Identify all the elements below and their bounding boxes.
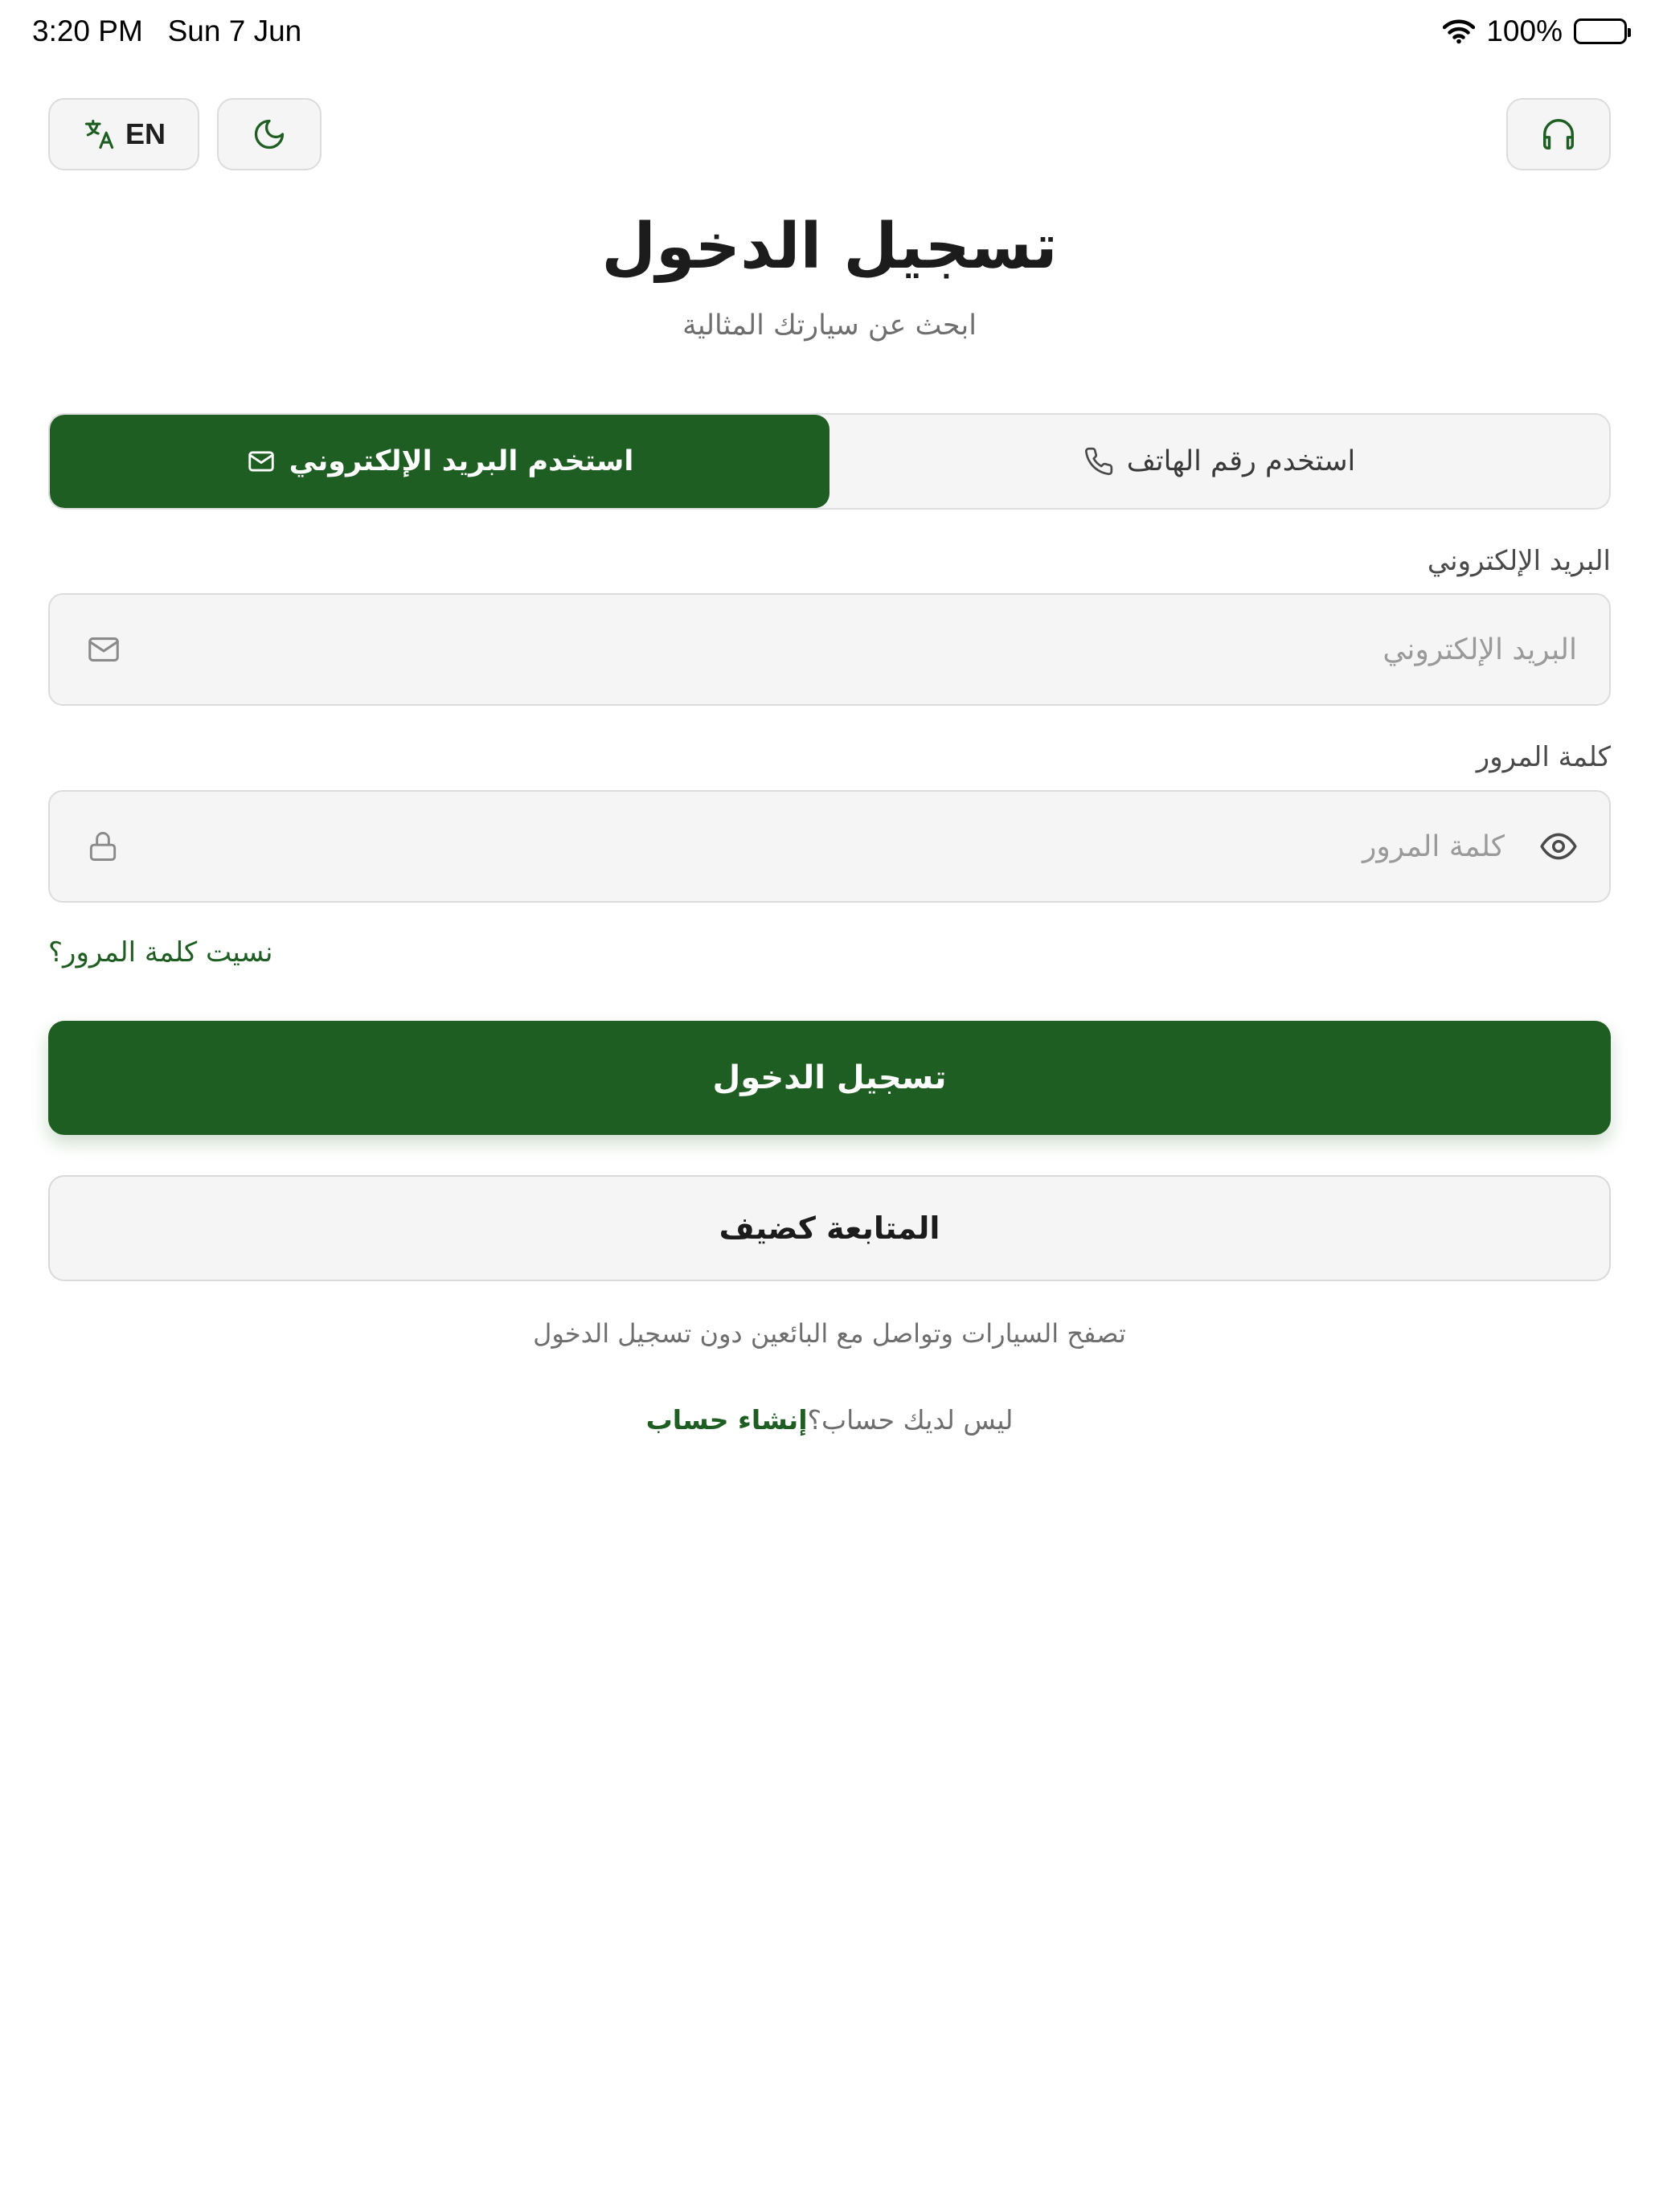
translate-icon	[82, 117, 117, 152]
mail-icon	[246, 446, 276, 477]
lock-icon	[85, 829, 121, 864]
login-button[interactable]: تسجيل الدخول	[48, 1021, 1611, 1135]
mail-icon	[85, 631, 122, 668]
tab-email-label: استخدم البريد الإلكتروني	[289, 445, 634, 477]
page-subtitle: ابحث عن سيارتك المثالية	[682, 309, 977, 342]
signup-prompt: ليس لديك حساب؟	[807, 1404, 1014, 1436]
tab-phone[interactable]	[830, 415, 1609, 508]
continue-as-guest-button[interactable]: المتابعة كضيف	[48, 1175, 1611, 1281]
moon-icon	[252, 117, 287, 152]
status-time: 3:20 PM Sun 7 Jun	[32, 14, 302, 47]
battery-icon	[1574, 18, 1627, 44]
theme-toggle-button[interactable]	[217, 98, 322, 170]
language-label: EN	[125, 117, 166, 150]
language-toggle-button[interactable]	[48, 98, 199, 170]
password-input[interactable]	[186, 792, 1505, 901]
login-method-tabs	[48, 413, 1611, 510]
wifi-icon	[1443, 18, 1475, 44]
phone-icon	[1083, 446, 1114, 477]
password-field	[48, 790, 1611, 903]
support-button[interactable]	[1506, 98, 1611, 170]
tab-email[interactable]	[50, 415, 830, 508]
headphones-icon	[1540, 116, 1577, 153]
password-field-label: كلمة المرور	[1476, 741, 1611, 773]
status-bar	[0, 0, 1659, 64]
forgot-password-link[interactable]: نسيت كلمة المرور؟	[48, 936, 273, 969]
guest-note: تصفح السيارات وتواصل مع البائعين دون تسجيل الدخول	[533, 1318, 1126, 1349]
status-indicators	[1443, 14, 1627, 48]
page-title: تسجيل الدخول	[601, 211, 1058, 283]
eye-icon[interactable]	[1538, 826, 1579, 866]
create-account-link[interactable]: إنشاء حساب	[645, 1404, 808, 1436]
tab-phone-label: استخدم رقم الهاتف	[1126, 445, 1356, 477]
email-field	[48, 593, 1611, 706]
battery-percentage: 100%	[1486, 14, 1563, 47]
email-field-label: البريد الإلكتروني	[1427, 545, 1611, 577]
email-input[interactable]	[195, 595, 1577, 704]
signup-prompt-line	[0, 1404, 1659, 1436]
